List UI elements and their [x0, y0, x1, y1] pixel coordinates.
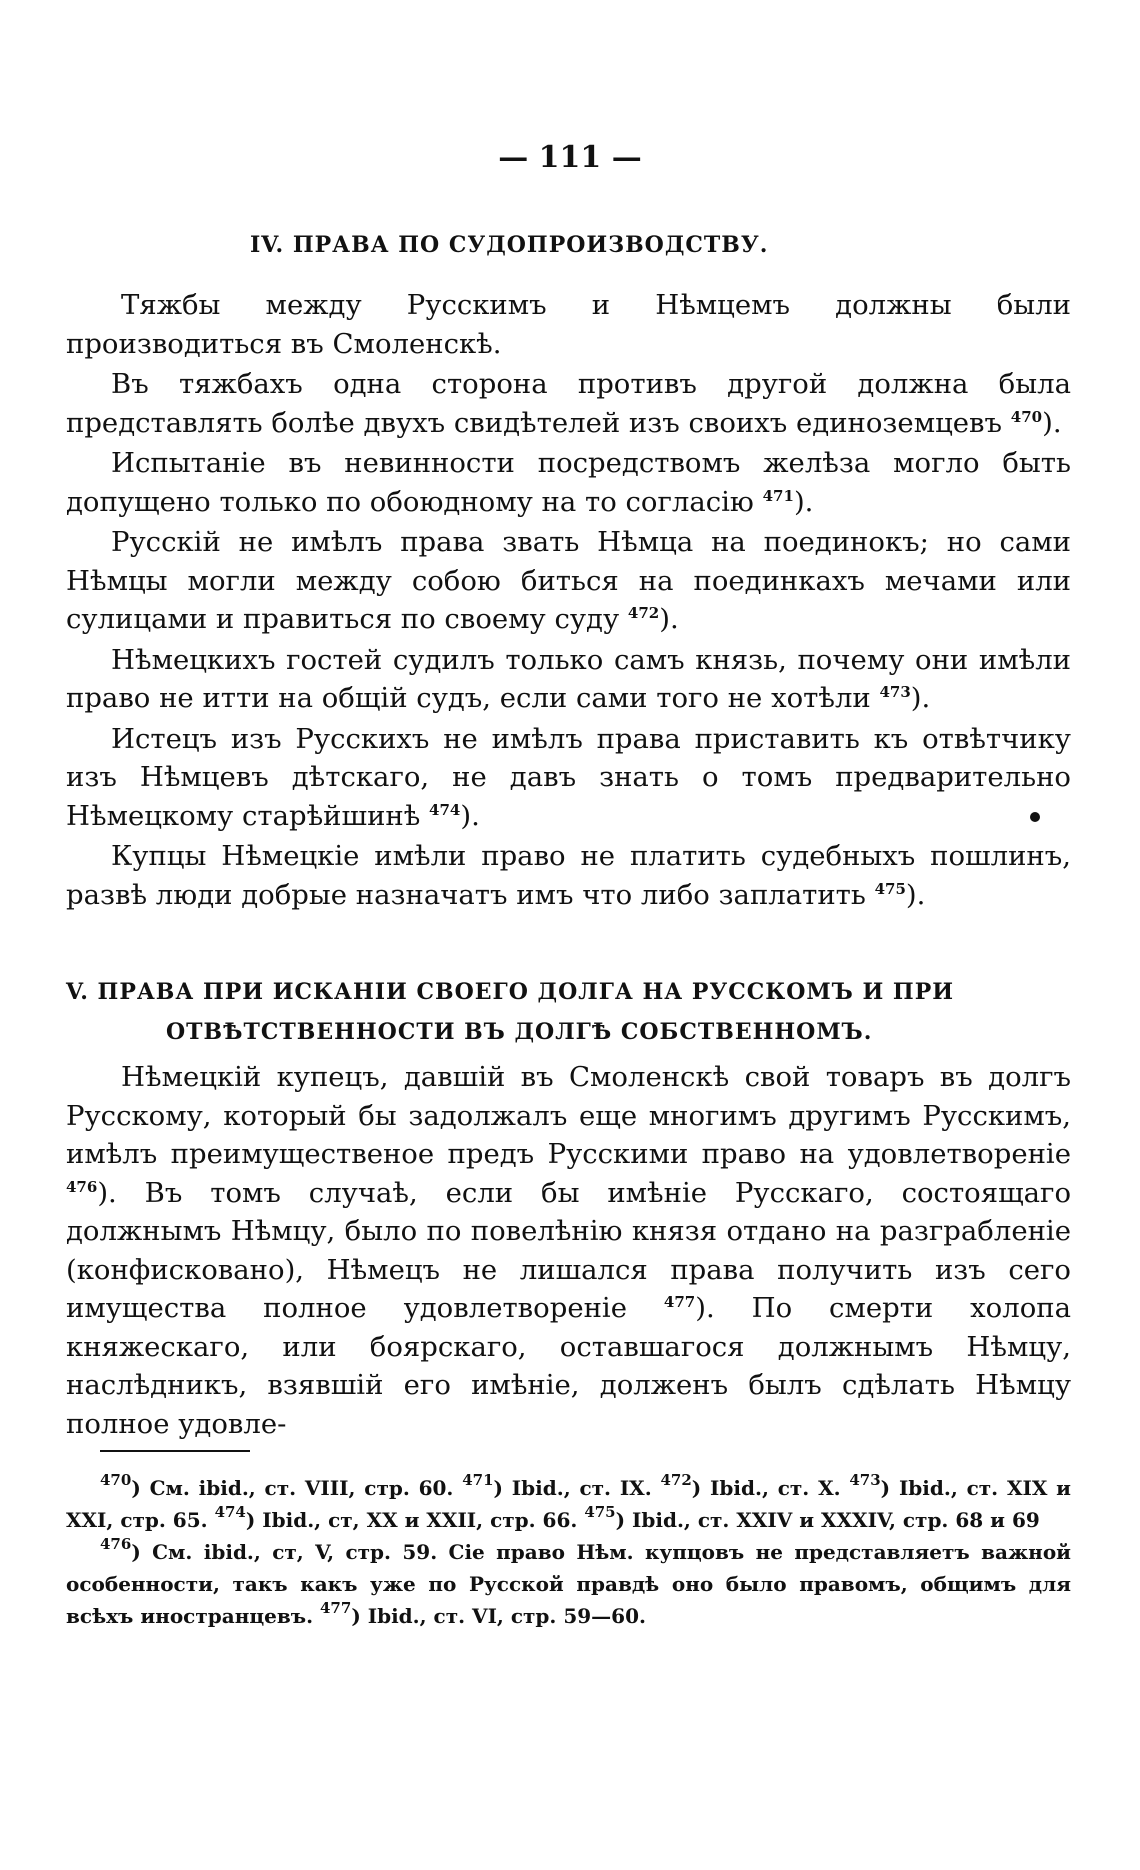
section-5-heading [66, 972, 1076, 1052]
footnote-text: ) Ibid., ст. XIX и XXI, стр. 65. [66, 1476, 1071, 1532]
footnote-number: 471 [462, 1471, 494, 1489]
footnote-number: 470 [100, 1471, 132, 1489]
footnote-ref: 473 [879, 683, 911, 701]
footnote-ref: 475 [874, 879, 906, 898]
paragraph-text: ). [905, 878, 926, 911]
footnote-text: ) См. ibid., ст. VIII, стр. 60. [131, 1476, 463, 1500]
footnote-number: 472 [660, 1471, 692, 1489]
paragraph-text: Нѣмецкихъ гостей судилъ только самъ князь, почему они имѣли право не итти на общій судъ, если сами того не хотѣли [66, 643, 1071, 714]
paragraph-text: Испытаніе въ невинности посредствомъ желѣза могло быть допущено только по обоюдному на то согласію [66, 447, 1071, 518]
paragraph [66, 286, 1071, 363]
footnote-ref: 477 [663, 1293, 696, 1311]
footnote [66, 1536, 1071, 1632]
paragraph-text: ). [460, 799, 480, 832]
section-5-body [66, 1058, 1071, 1445]
footnote-text: ) Ibid., ст. IX. [493, 1476, 661, 1500]
paragraph [66, 837, 1071, 914]
footnote-number: 476 [100, 1535, 132, 1553]
footnote-number: 474 [214, 1503, 246, 1521]
footnote-ref: 471 [762, 486, 794, 505]
paragraph-text: Истецъ изъ Русскихъ не имѣлъ права приставить къ отвѣтчику изъ Нѣмцевъ дѣтскаго, не давъ знать о томъ предварительно Нѣмецкому старѣйшинѣ [66, 722, 1071, 832]
paragraph-text: ). Въ томъ случаѣ, если бы имѣніе Русскаго, состоящаго должнымъ Нѣмцу, было по повелѣнію князя отдано на разграбленіе (конфисковано), Нѣмецъ не лишался права получить изъ сего имущества полное удовлетвореніе [66, 1176, 1071, 1324]
ink-dot [1030, 812, 1040, 822]
paragraph-text: Въ тяжбахъ одна сторона противъ другой должна была представлять болѣе двухъ свидѣтелей изъ своихъ единоземцевъ [66, 368, 1071, 439]
section-4-heading: IV. ПРАВА ПО СУДОПРОИЗВОДСТВУ. [250, 232, 769, 258]
footnote-ref: 474 [429, 800, 461, 819]
paragraph-text: Тяжбы между Русскимъ и Нѣмцемъ должны были производиться въ Смоленскѣ. [66, 289, 1071, 360]
paragraph-text: ). [659, 603, 679, 635]
paragraph [66, 720, 1071, 836]
paragraph [66, 523, 1071, 639]
paragraph [66, 641, 1071, 718]
footnote-number: 477 [320, 1599, 352, 1617]
footnote-divider [100, 1450, 250, 1452]
paragraph [66, 365, 1071, 442]
paragraph-text: Купцы Нѣмецкіе имѣли право не платить судебныхъ пошлинъ, развѣ люди добрые назначатъ имъ что либо заплатить [66, 840, 1071, 911]
footnote-number: 475 [584, 1503, 616, 1521]
paragraph [66, 444, 1071, 521]
footnote-number: 473 [849, 1471, 881, 1489]
paragraph-text: Нѣмецкій купецъ, давшій въ Смоленскѣ свой товаръ въ долгъ Русскому, который бы задолжалъ еще многимъ другимъ Русскимъ, имѣлъ преимущественое предъ Русскими право на удовлетвореніе [66, 1061, 1071, 1170]
footnote-text: ) Ibid., ст. XXIV и XXXIV, стр. 68 и 69 [615, 1508, 1040, 1532]
heading-line: ОТВѢТСТВЕННОСТИ ВЪ ДОЛГѢ СОБСТВЕННОМЪ. [166, 1019, 873, 1045]
footnote-text: ) Ibid., ст, XX и XXII, стр. 66. [245, 1508, 585, 1532]
footnote-ref: 472 [627, 604, 660, 622]
paragraph-text: ). [1042, 406, 1062, 439]
footnotes [66, 1472, 1071, 1632]
footnote-ref: 470 [1010, 407, 1043, 426]
footnote-text: ) См. ibid., ст, V, стр. 59. Сіе право Нѣм. купцовъ не представляетъ важной особенности, такъ какъ уже по Русской правдѣ оно было правомъ, общимъ для всѣхъ иностранцевъ. [66, 1540, 1071, 1628]
footnote-ref: 476 [66, 1177, 98, 1196]
footnote [66, 1472, 1071, 1536]
paragraph [66, 1058, 1071, 1443]
paragraph-text: ). [910, 682, 931, 714]
page-number: — 111 — [498, 140, 642, 175]
paragraph-text: Русскій не имѣлъ права звать Нѣмца на поединокъ; но сами Нѣмцы могли между собою биться на поединкахъ мечами или сулицами и правиться по своему суду [66, 526, 1071, 635]
section-4-body [66, 286, 1071, 916]
footnote-text: ) Ibid., ст. X. [691, 1476, 850, 1500]
paragraph-text: ). [793, 485, 814, 518]
footnote-text: ) Ibid., ст. VI, стр. 59—60. [351, 1604, 646, 1628]
paragraph-text: ). По смерти холопа княжескаго, или боярскаго, оставшагося должнымъ Нѣмцу, наслѣдникъ, взявшій его имѣніе, долженъ былъ сдѣлать Нѣмцу полное удовле- [66, 1292, 1071, 1440]
heading-line: V. ПРАВА ПРИ ИСКАНІИ СВОЕГО ДОЛГА НА РУССКОМЪ И ПРИ [66, 979, 955, 1005]
